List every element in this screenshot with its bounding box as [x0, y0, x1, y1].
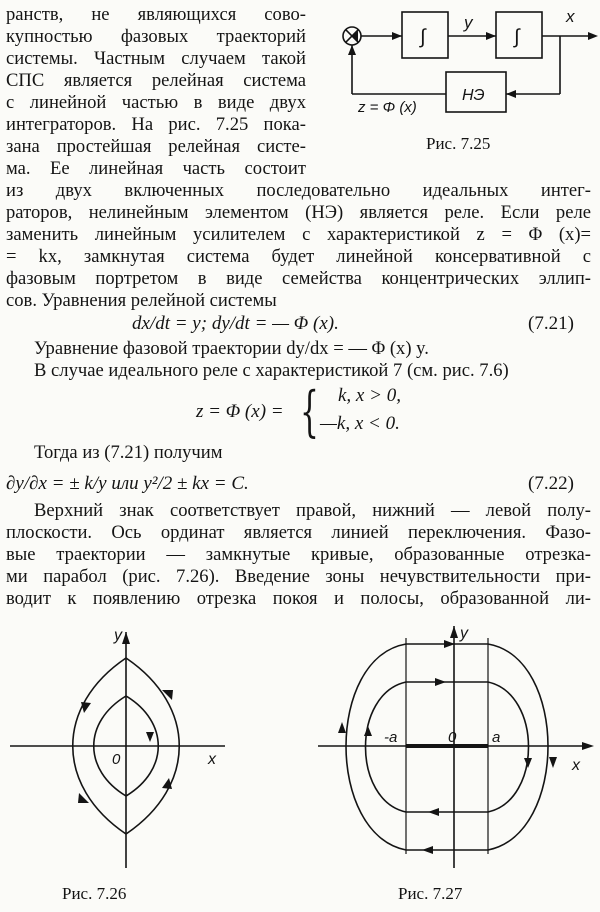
fig-7-27-y-label: y	[460, 625, 468, 642]
relay-line: В случае идеального реле с характеристикой 7 (см. рис. 7.6)	[34, 360, 509, 381]
arrow	[364, 726, 372, 736]
figure-7-26	[0, 618, 240, 878]
arrow	[435, 678, 446, 686]
text-line: фазовым портретом в виде семейства концентрических эллип-	[6, 268, 591, 289]
text-line: системы. Частным случаем такой	[6, 48, 306, 69]
text-line: раторов, нелинейным элементом (НЭ) является реле. Если реле	[6, 202, 591, 223]
signal-y-label: y	[464, 13, 473, 32]
text-line: ми парабол (рис. 7.26). Введение зоны нечувствительности при-	[6, 566, 591, 587]
figure-7-27	[310, 618, 595, 878]
feedback-label: z = Φ (x)	[358, 99, 417, 116]
text-line: интеграторов. На рис. 7.25 пока-	[6, 114, 306, 135]
text-line: сов. Уравнения релейной системы	[6, 290, 277, 311]
text-line: из двух включенных последовательно идеальных интег-	[6, 180, 591, 201]
text-line: вые траектории — замкнутые кривые, образованные отрезка-	[6, 544, 591, 565]
text-line: зана простейшая релейная систе-	[6, 136, 306, 157]
arrow	[81, 702, 91, 713]
arrow	[422, 846, 433, 854]
arrow	[524, 758, 532, 768]
text-line: ма. Ее линейная часть состоит	[6, 158, 306, 179]
piecewise-lhs: z = Φ (x) =	[196, 401, 284, 422]
fig-7-26-y-label: y	[114, 627, 122, 644]
text-line: = kx, замкнутая система будет линейной консервативной с	[6, 246, 591, 267]
ne-label: НЭ	[462, 87, 485, 104]
then-line: Тогда из (7.21) получим	[34, 442, 223, 463]
fig-7-26-x-label: x	[208, 751, 216, 768]
equation-number-7-22: (7.22)	[528, 473, 574, 494]
text-line: плоскости. Ось ординат является линией переключения. Фазо-	[6, 522, 591, 543]
piecewise-case-2: —k, x < 0.	[320, 413, 400, 434]
text-line: заменить линейным усилителем с характеристикой z = Φ (x)=	[6, 224, 591, 245]
caption-fig-7-26: Рис. 7.26	[62, 884, 127, 903]
text-line: СПС является релейная система	[6, 70, 306, 91]
text-line: водит к появлению отрезка покоя и полосы, образованной ли-	[6, 588, 591, 609]
caption-fig-7-27: Рис. 7.27	[398, 884, 463, 903]
piecewise-case-1: k, x > 0,	[338, 385, 401, 406]
arrow	[549, 757, 557, 768]
equation-7-22: ∂y/∂x = ± k/y или y²/2 ± kx = C.	[6, 473, 249, 494]
text-line: купностью фазовых траекторий	[6, 26, 306, 47]
figure-7-25	[330, 0, 600, 150]
fig-7-26-origin: 0	[112, 751, 121, 768]
text-line: ранств, не являющихся сово-	[6, 4, 306, 25]
phase-trajectory-line: Уравнение фазовой траектории dy/dx = — Φ (x) y.	[34, 338, 429, 359]
text-line: с линейной частью в виде двух	[6, 92, 306, 113]
arrow	[146, 732, 154, 742]
brace: {	[300, 380, 319, 443]
arrow	[338, 722, 346, 733]
equation-number-7-21: (7.21)	[528, 313, 574, 334]
text-line: Верхний знак соответствует правой, нижний — левой полу-	[34, 500, 591, 521]
integrator-label-2: ∫	[514, 26, 520, 48]
fig-7-27-origin: 0	[448, 729, 457, 746]
fig-7-27-plus-a: a	[492, 729, 501, 746]
integrator-label-1: ∫	[420, 26, 426, 48]
arrow	[162, 778, 172, 789]
equation-7-21: dx/dt = y; dy/dt = — Φ (x).	[132, 313, 339, 334]
fig-7-27-minus-a: -a	[384, 729, 398, 746]
caption-fig-7-25: Рис. 7.25	[426, 134, 491, 153]
fig-7-27-x-label: x	[572, 757, 580, 774]
arrow	[428, 808, 439, 816]
signal-x-label: x	[566, 7, 575, 26]
